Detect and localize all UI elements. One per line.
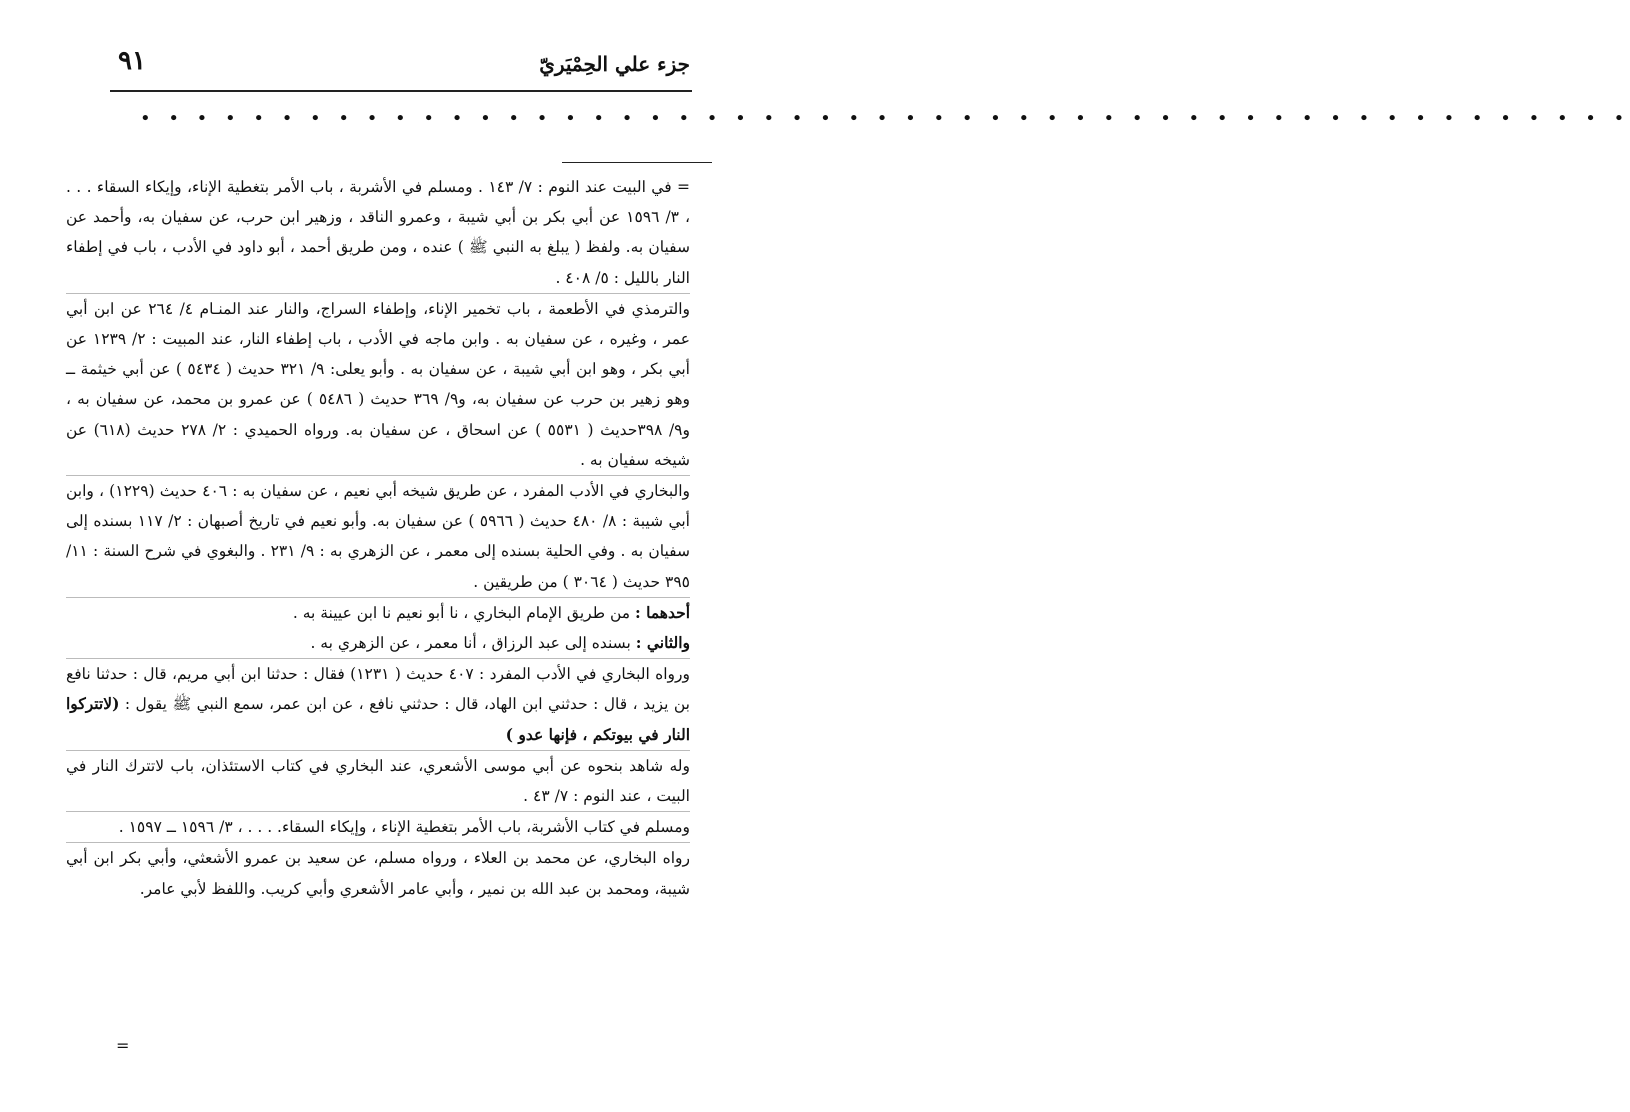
paragraph-3: والبخاري في الأدب المفرد ، عن طريق شيخه أبي نعيم ، عن سفيان به : ٤٠٦ حديث (١٢٢٩) ، وابن أبي شيبة : ٨/ ٤٨٠ حديث ( ٥٩٦٦ ) عن سفيان به. وأبو نعيم في تاريخ أصبهان : ٢/ ١١٧ بسنده إلى سفيان به . وفي الحلية بسنده إلى معمر ، عن الزهري به : ٩/ ٢٣١ . والبغوي في شرح السنة : ١١/ ٣٩٥ حديث ( ٣٠٦٤ ) من طريقين .	[66, 475, 690, 597]
footnote-rule	[562, 162, 712, 163]
paragraph-9: رواه البخاري، عن محمد بن العلاء ، ورواه مسلم، عن سعيد بن عمرو الأشعثي، وأبي بكر ابن أبي شيبة، ومحمد بن عبد الله بن نمير ، وأبي عامر الأشعري وأبي كريب. واللفظ لأبي عامر.	[66, 842, 690, 903]
paragraph-1: = في البيت عند النوم : ٧/ ١٤٣ . ومسلم في الأشربة ، باب الأمر بتغطية الإناء، وإيكاء السقاء . . . ، ٣/ ١٥٩٦ عن أبي بكر بن أبي شيبة ، وعمرو الناقد ، وزهير ابن حرب، عن سفيان به، وأحمد عن سفيان به. ولفظ ( يبلغ به النبي ﷺ ) عنده ، ومن طريق أحمد ، أبو داود في الأدب ، باب في إطفاء النار بالليل : ٥/ ٤٠٨ .	[66, 178, 690, 287]
paragraph-5-text: بسنده إلى عبد الرزاق ، أنا معمر ، عن الزهري به .	[310, 634, 636, 653]
page-number: ٩١	[118, 46, 146, 76]
running-title: جزء علي الحِمْيَريّ	[539, 52, 690, 76]
footnote-body	[66, 172, 690, 904]
paragraph-7: وله شاهد بنحوه عن أبي موسى الأشعري، عند البخاري في كتاب الاستئذان، باب لاتترك النار في البيت ، عند النوم : ٧/ ٤٣ .	[66, 750, 690, 811]
paragraph-4	[66, 597, 690, 628]
page-header	[110, 44, 692, 92]
paragraph-5	[66, 628, 690, 658]
paragraph-8: ومسلم في كتاب الأشربة، باب الأمر بتغطية الإناء ، وإيكاء السقاء. . . . ، ٣/ ١٥٩٦ ــ ١٥٩٧ .	[66, 811, 690, 842]
lead-second: والثاني :	[635, 633, 690, 653]
continuation-mark: =	[116, 1036, 130, 1055]
paragraph-6	[66, 658, 690, 750]
paragraph-6-text: ورواه البخاري في الأدب المفرد : ٤٠٧ حديث ( ١٢٣١) فقال : حدثنا ابن أبي مريم، قال : حدثنا نافع بن يزيد ، قال : حدثني ابن الهاد، قال : حدثني نافع ، عن ابن عمر، سمع النبي ﷺ يقول :	[66, 665, 690, 714]
paragraph-4-text: من طريق الإمام البخاري ، نا أبو نعيم نا ابن عيينة به .	[292, 603, 635, 622]
hadith-quote: (لاتتركوا النار في بيوتكم ، فإنها عدو )	[66, 694, 690, 744]
paragraph-2: والترمذي في الأطعمة ، باب تخمير الإناء، وإطفاء السراج، والنار عند المنـام ٤/ ٢٦٤ عن ابن أبي عمر ، وغيره ، عن سفيان به . وابن ماجه في الأدب ، باب إطفاء النار، عند المبيت : ٢/ ١٢٣٩ عن أبي بكر ، وهو ابن أبي شيبة ، عن سفيان به . وأبو يعلى: ٩/ ٣٢١ حديث ( ٥٤٣٤ ) عن أبي خيثمة ــ وهو زهير بن حرب عن سفيان به، و٩/ ٣٦٩ حديث ( ٥٤٨٦ ) عن عمرو بن محمد، عن سفيان به ، و٩/ ٣٩٨حديث ( ٥٥٣١ ) عن اسحاق ، عن سفيان به. ورواه الحميدي : ٢/ ٢٧٨ حديث (٦١٨) عن شيخه سفيان به .	[66, 293, 690, 475]
dotted-separator: • • • • • • • • • • • • • • • • • • • • • • • • • • • • • • • • • • • • • • • • • • • • • • • • • • • • •	[140, 108, 1630, 129]
lead-first: أحدهما :	[635, 602, 690, 622]
